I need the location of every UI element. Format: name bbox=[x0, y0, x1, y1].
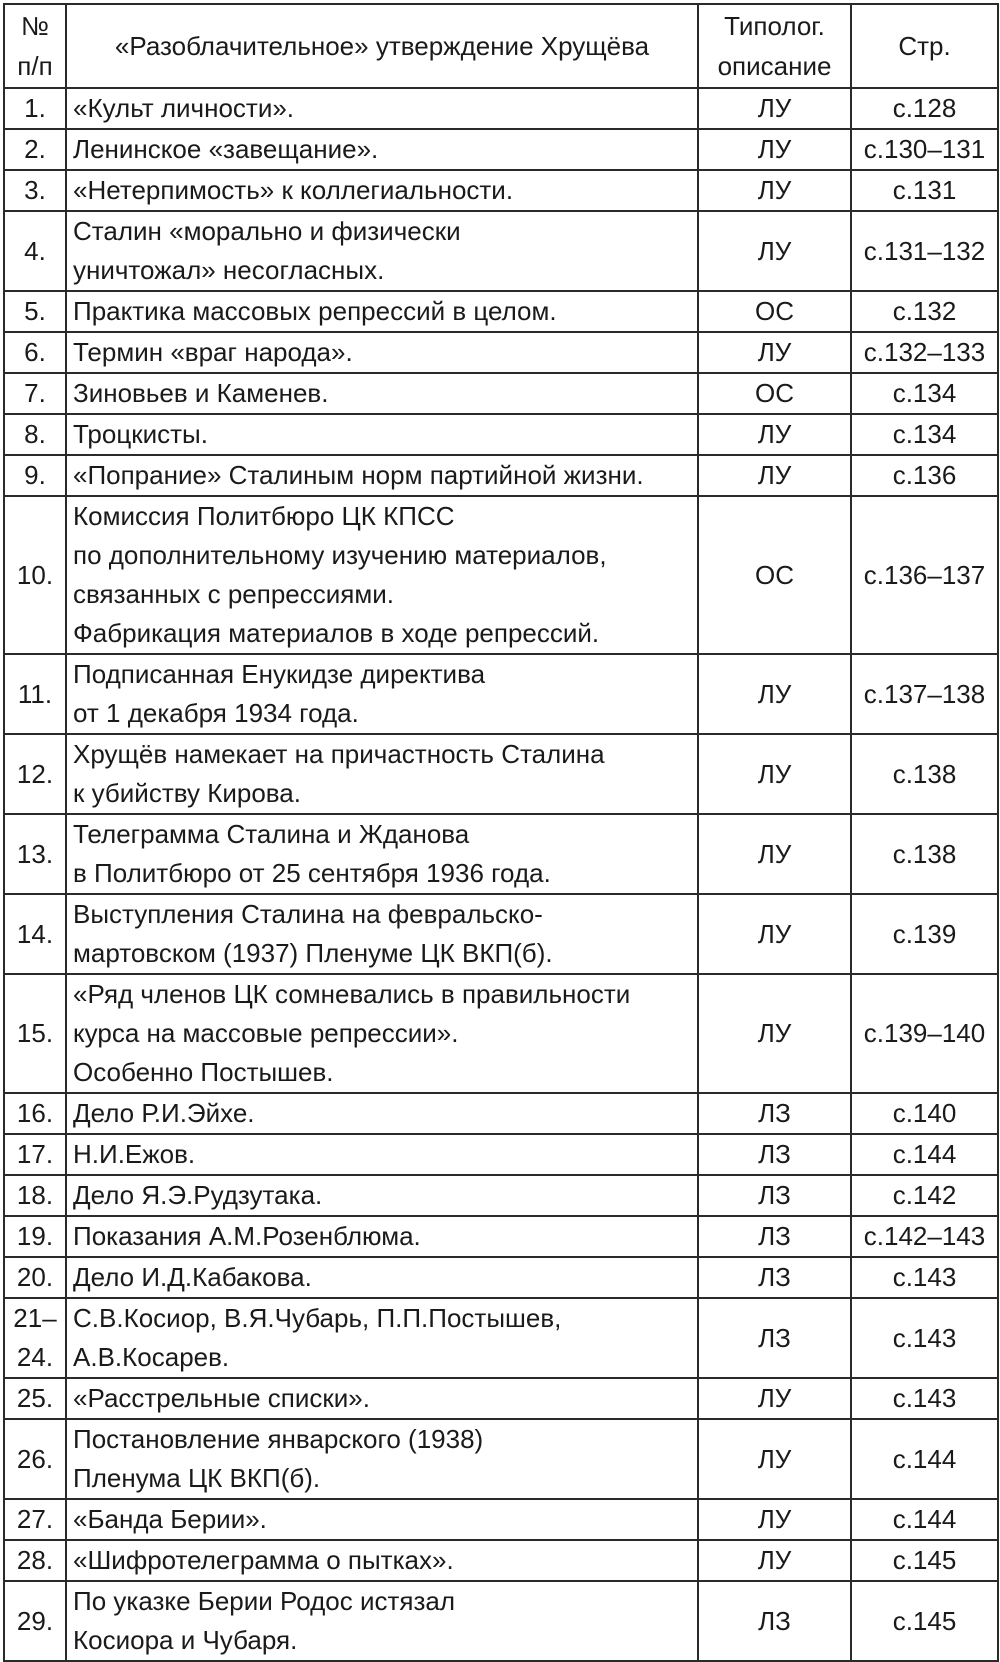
claim-text bbox=[66, 496, 698, 654]
typology-code: ЛЗ bbox=[698, 1093, 851, 1134]
page-ref: с.132 bbox=[851, 291, 998, 332]
row-number bbox=[4, 1499, 66, 1540]
row-number bbox=[4, 974, 66, 1093]
claim-text-line: «Банда Берии». bbox=[73, 1504, 267, 1534]
typology-code: ЛЗ bbox=[698, 1175, 851, 1216]
table-row bbox=[4, 974, 998, 1093]
claim-text bbox=[66, 974, 698, 1093]
claim-text bbox=[66, 1093, 698, 1134]
page-ref: с.145 bbox=[851, 1581, 998, 1661]
claim-text bbox=[66, 654, 698, 734]
typology-code: ЛУ bbox=[698, 1378, 851, 1419]
row-number bbox=[4, 129, 66, 170]
row-number bbox=[4, 1419, 66, 1499]
row-number bbox=[4, 414, 66, 455]
claim-text-line: «Ряд членов ЦК сомневались в правильности bbox=[73, 979, 631, 1009]
claim-text-line: уничтожал» несогласных. bbox=[73, 255, 385, 285]
claim-text-line: от 1 декабря 1934 года. bbox=[73, 698, 359, 728]
header-page bbox=[851, 4, 998, 88]
claim-text-line: Постановление январского (1938) bbox=[73, 1424, 484, 1454]
header-number bbox=[4, 4, 66, 88]
table-row bbox=[4, 455, 998, 496]
claim-text bbox=[66, 1378, 698, 1419]
table-row bbox=[4, 734, 998, 814]
page-ref: с.136–137 bbox=[851, 496, 998, 654]
claim-text-line: Фабрикация материалов в ходе репрессий. bbox=[73, 618, 600, 648]
row-number bbox=[4, 654, 66, 734]
page-ref: с.132–133 bbox=[851, 332, 998, 373]
claim-text-line: Термин «враг народа». bbox=[73, 337, 353, 367]
page-ref: с.144 bbox=[851, 1499, 998, 1540]
row-number-line: 19. bbox=[16, 1221, 54, 1251]
page-ref: с.139–140 bbox=[851, 974, 998, 1093]
typology-code: ЛУ bbox=[698, 455, 851, 496]
header-number-line: № bbox=[21, 11, 49, 41]
claim-text bbox=[66, 332, 698, 373]
claim-text-line: С.В.Косиор, В.Я.Чубарь, П.П.Постышев, bbox=[73, 1303, 562, 1333]
row-number bbox=[4, 291, 66, 332]
claim-text bbox=[66, 170, 698, 211]
claim-text bbox=[66, 291, 698, 332]
header-claim bbox=[66, 4, 698, 88]
row-number-line: 1. bbox=[24, 93, 46, 123]
row-number bbox=[4, 734, 66, 814]
claim-text-line: Дело Р.И.Эйхе. bbox=[73, 1098, 255, 1128]
claim-text-line: Ленинское «завещание». bbox=[73, 134, 379, 164]
row-number bbox=[4, 1216, 66, 1257]
row-number-line: 27. bbox=[16, 1504, 54, 1534]
claim-text-line: «Шифротелеграмма о пытках». bbox=[73, 1545, 454, 1575]
row-number bbox=[4, 373, 66, 414]
claim-text bbox=[66, 1298, 698, 1378]
table-row bbox=[4, 496, 998, 654]
page-ref: с.142 bbox=[851, 1175, 998, 1216]
table-row bbox=[4, 894, 998, 974]
claims-table bbox=[3, 3, 999, 1662]
page-ref: с.145 bbox=[851, 1540, 998, 1581]
row-number bbox=[4, 814, 66, 894]
page-ref: с.137–138 bbox=[851, 654, 998, 734]
table-row bbox=[4, 211, 998, 291]
claim-text-line: Косиора и Чубаря. bbox=[73, 1625, 298, 1655]
row-number-line: 3. bbox=[24, 175, 46, 205]
page-ref: с.131–132 bbox=[851, 211, 998, 291]
row-number bbox=[4, 1298, 66, 1378]
table-header-row bbox=[4, 4, 998, 88]
claim-text-line: По указке Берии Родос истязал bbox=[73, 1586, 456, 1616]
typology-code: ЛУ bbox=[698, 1499, 851, 1540]
page-ref: с.131 bbox=[851, 170, 998, 211]
table-row bbox=[4, 88, 998, 129]
claim-text-line: Особенно Постышев. bbox=[73, 1057, 334, 1087]
page-ref: с.134 bbox=[851, 373, 998, 414]
table-row bbox=[4, 129, 998, 170]
claim-text bbox=[66, 1540, 698, 1581]
table-row bbox=[4, 1419, 998, 1499]
row-number bbox=[4, 1134, 66, 1175]
typology-code: ЛУ bbox=[698, 332, 851, 373]
header-typology-line: Типолог. bbox=[724, 11, 825, 41]
typology-code: ЛУ bbox=[698, 654, 851, 734]
header-claim-line: «Разоблачительное» утверждение Хрущёва bbox=[114, 31, 650, 61]
page-ref: с.138 bbox=[851, 734, 998, 814]
table-row bbox=[4, 332, 998, 373]
claim-text-line: к убийству Кирова. bbox=[73, 778, 301, 808]
claim-text-line: Зиновьев и Каменев. bbox=[73, 378, 329, 408]
row-number-line: 4. bbox=[24, 235, 46, 266]
row-number bbox=[4, 1093, 66, 1134]
row-number bbox=[4, 332, 66, 373]
row-number-line: 25. bbox=[16, 1383, 54, 1413]
claim-text bbox=[66, 1175, 698, 1216]
table-row bbox=[4, 414, 998, 455]
page-ref: с.143 bbox=[851, 1378, 998, 1419]
row-number-line: 29. bbox=[16, 1605, 54, 1636]
page-ref: с.143 bbox=[851, 1257, 998, 1298]
row-number-line: 10. bbox=[16, 559, 54, 590]
claim-text-line: в Политбюро от 25 сентября 1936 года. bbox=[73, 858, 551, 888]
page-ref: с.139 bbox=[851, 894, 998, 974]
table-row bbox=[4, 1093, 998, 1134]
typology-code: ЛЗ bbox=[698, 1581, 851, 1661]
row-number-line: 13. bbox=[16, 838, 54, 869]
table-row bbox=[4, 654, 998, 734]
page-ref: с.134 bbox=[851, 414, 998, 455]
claim-text-line: А.В.Косарев. bbox=[73, 1342, 230, 1372]
row-number-line: 11. bbox=[17, 678, 53, 709]
row-number bbox=[4, 1175, 66, 1216]
page-ref: с.128 bbox=[851, 88, 998, 129]
claim-text-line: Хрущёв намекает на причастность Сталина bbox=[73, 739, 605, 769]
claim-text-line: Сталин «морально и физически bbox=[73, 216, 461, 246]
claim-text-line: курса на массовые репрессии». bbox=[73, 1018, 459, 1048]
row-number-line: 18. bbox=[16, 1180, 54, 1210]
table-row bbox=[4, 1581, 998, 1661]
page-ref: с.143 bbox=[851, 1298, 998, 1378]
claim-text-line: «Культ личности». bbox=[73, 93, 295, 123]
row-number-line: 21– bbox=[13, 1303, 57, 1333]
row-number-line: 14. bbox=[16, 918, 54, 949]
page-ref: с.144 bbox=[851, 1419, 998, 1499]
claim-text bbox=[66, 455, 698, 496]
typology-code: ЛУ bbox=[698, 1540, 851, 1581]
table-row bbox=[4, 170, 998, 211]
header-number-line: п/п bbox=[17, 51, 53, 81]
header-page-line: Стр. bbox=[898, 31, 951, 61]
claim-text bbox=[66, 1419, 698, 1499]
table-row bbox=[4, 814, 998, 894]
typology-code: ЛУ bbox=[698, 211, 851, 291]
claim-text-line: мартовском (1937) Пленуме ЦК ВКП(б). bbox=[73, 938, 553, 968]
claim-text-line: Дело Я.Э.Рудзутака. bbox=[73, 1180, 323, 1210]
typology-code: ОС bbox=[698, 496, 851, 654]
row-number-line: 28. bbox=[16, 1545, 54, 1575]
row-number bbox=[4, 455, 66, 496]
row-number-line: 16. bbox=[16, 1098, 54, 1128]
claim-text-line: «Нетерпимость» к коллегиальности. bbox=[73, 175, 514, 205]
claim-text-line: Подписанная Енукидзе директива bbox=[73, 659, 486, 689]
row-number-line: 20. bbox=[16, 1262, 54, 1292]
typology-code: ЛУ bbox=[698, 1419, 851, 1499]
typology-code: ЛУ bbox=[698, 814, 851, 894]
row-number bbox=[4, 88, 66, 129]
table-body bbox=[4, 88, 998, 1661]
row-number-line: 7. bbox=[24, 378, 46, 408]
claim-text-line: Выступления Сталина на февральско- bbox=[73, 899, 543, 929]
table-row bbox=[4, 1175, 998, 1216]
table-row bbox=[4, 1540, 998, 1581]
row-number bbox=[4, 1581, 66, 1661]
typology-code: ЛУ bbox=[698, 414, 851, 455]
row-number-line: 24. bbox=[16, 1342, 54, 1372]
claim-text-line: Показания А.М.Розенблюма. bbox=[73, 1221, 421, 1251]
table-row bbox=[4, 1257, 998, 1298]
typology-code: ОС bbox=[698, 373, 851, 414]
claim-text bbox=[66, 211, 698, 291]
typology-code: ЛУ bbox=[698, 734, 851, 814]
page-ref: с.144 bbox=[851, 1134, 998, 1175]
row-number bbox=[4, 1378, 66, 1419]
typology-code: ЛЗ bbox=[698, 1257, 851, 1298]
claim-text bbox=[66, 1216, 698, 1257]
claim-text-line: Пленума ЦК ВКП(б). bbox=[73, 1463, 321, 1493]
table-row bbox=[4, 1134, 998, 1175]
row-number-line: 17. bbox=[16, 1139, 54, 1169]
claim-text-line: Телеграмма Сталина и Жданова bbox=[73, 819, 470, 849]
claim-text bbox=[66, 1499, 698, 1540]
row-number bbox=[4, 496, 66, 654]
table-row bbox=[4, 291, 998, 332]
claim-text-line: «Попрание» Сталиным норм партийной жизни. bbox=[73, 460, 644, 490]
claim-text-line: Комиссия Политбюро ЦК КПСС bbox=[73, 501, 455, 531]
row-number-line: 6. bbox=[24, 337, 46, 367]
header-typology-line: описание bbox=[717, 51, 832, 81]
page-ref: с.138 bbox=[851, 814, 998, 894]
row-number-line: 12. bbox=[16, 758, 54, 789]
row-number-line: 9. bbox=[24, 460, 46, 490]
claim-text bbox=[66, 414, 698, 455]
claim-text-line: Н.И.Ежов. bbox=[73, 1139, 196, 1169]
table-row bbox=[4, 1499, 998, 1540]
row-number bbox=[4, 170, 66, 211]
page-ref: с.140 bbox=[851, 1093, 998, 1134]
row-number bbox=[4, 211, 66, 291]
typology-code: ЛУ bbox=[698, 88, 851, 129]
claim-text bbox=[66, 1257, 698, 1298]
row-number-line: 8. bbox=[24, 419, 46, 449]
claim-text bbox=[66, 1134, 698, 1175]
claim-text bbox=[66, 734, 698, 814]
claim-text bbox=[66, 1581, 698, 1661]
claim-text bbox=[66, 894, 698, 974]
typology-code: ОС bbox=[698, 291, 851, 332]
claim-text-line: «Расстрельные списки». bbox=[73, 1383, 370, 1413]
row-number-line: 15. bbox=[16, 1018, 54, 1048]
claim-text-line: по дополнительному изучению материалов, bbox=[73, 540, 607, 570]
typology-code: ЛУ bbox=[698, 170, 851, 211]
row-number bbox=[4, 1540, 66, 1581]
table-row bbox=[4, 1298, 998, 1378]
page-ref: с.130–131 bbox=[851, 129, 998, 170]
row-number bbox=[4, 894, 66, 974]
typology-code: ЛЗ bbox=[698, 1298, 851, 1378]
claim-text bbox=[66, 88, 698, 129]
claim-text-line: Троцкисты. bbox=[73, 419, 208, 449]
claim-text bbox=[66, 814, 698, 894]
table-row bbox=[4, 373, 998, 414]
row-number bbox=[4, 1257, 66, 1298]
row-number-line: 26. bbox=[16, 1443, 54, 1474]
row-number-line: 2. bbox=[24, 134, 46, 164]
typology-code: ЛЗ bbox=[698, 1134, 851, 1175]
claim-text bbox=[66, 373, 698, 414]
page-ref: с.142–143 bbox=[851, 1216, 998, 1257]
claim-text-line: Дело И.Д.Кабакова. bbox=[73, 1262, 312, 1292]
typology-code: ЛЗ bbox=[698, 1216, 851, 1257]
claim-text-line: Практика массовых репрессий в целом. bbox=[73, 296, 557, 326]
row-number-line: 5. bbox=[24, 296, 46, 326]
claim-text-line: связанных с репрессиями. bbox=[73, 579, 394, 609]
typology-code: ЛУ bbox=[698, 129, 851, 170]
claim-text bbox=[66, 129, 698, 170]
header-typology bbox=[698, 4, 851, 88]
typology-code: ЛУ bbox=[698, 894, 851, 974]
table-row bbox=[4, 1216, 998, 1257]
page-ref: с.136 bbox=[851, 455, 998, 496]
table-row bbox=[4, 1378, 998, 1419]
typology-code: ЛУ bbox=[698, 974, 851, 1093]
